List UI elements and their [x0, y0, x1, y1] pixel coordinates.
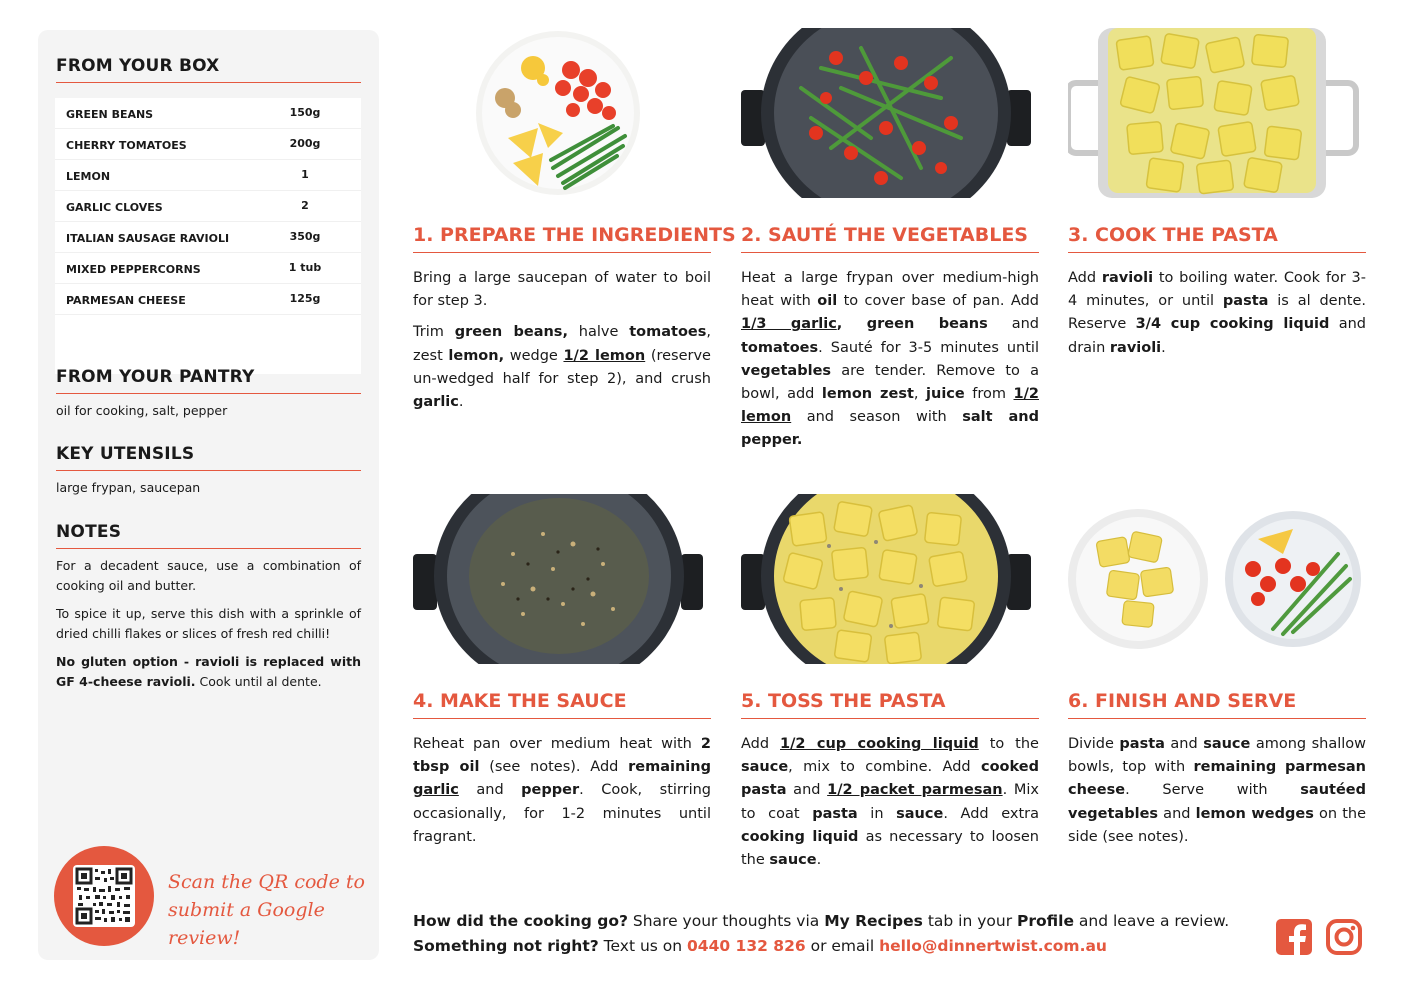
table-row	[55, 98, 361, 129]
bold-text: remaining parmesan cheese	[1068, 759, 1366, 799]
text: Heat a large frypan over medium-high heat with	[741, 270, 1039, 310]
utensils-text: large frypan, saucepan	[56, 480, 201, 495]
text: ,	[913, 386, 927, 403]
step-3-image	[1068, 28, 1366, 198]
note-3-rest: Cook until al dente.	[195, 674, 322, 689]
text: on the side (see notes).	[1068, 805, 1367, 845]
bold-text: vegetables	[741, 362, 832, 379]
ingredient-name: GARLIC CLOVES	[66, 201, 163, 214]
bold-text: tomatoes	[629, 324, 707, 341]
underlined-text: 1/2 lemon	[741, 386, 1039, 426]
ingredient-qty: 2	[301, 199, 309, 212]
table-row	[55, 191, 361, 222]
ingredient-qty: 200g	[289, 137, 321, 150]
footer-question: How did the cooking go?	[413, 912, 628, 930]
step-4-image	[413, 494, 711, 664]
text: halve	[567, 324, 630, 341]
bold-text: salt and pepper.	[741, 409, 1039, 449]
text: and	[458, 782, 522, 799]
text: from	[964, 386, 1014, 403]
bold-text: garlic	[413, 394, 459, 411]
text: Trim	[413, 324, 455, 341]
bold-text: green beans,	[454, 324, 568, 341]
note-3-bold: No gluten option - ravioli is replaced with GF 4-cheese ravioli.	[56, 654, 361, 689]
bold-text: 3/4 cup cooking liquid	[1135, 316, 1330, 333]
step-4-body	[413, 733, 711, 857]
bold-text: tomatoes	[741, 339, 819, 356]
text: .	[1161, 339, 1166, 356]
text: to cover base of pan. Add	[837, 293, 1039, 310]
bold-text: pasta	[812, 805, 858, 822]
bold-text: sautéed vegetables	[1068, 782, 1366, 822]
step-2-body	[741, 267, 1039, 461]
bold-text: pepper	[521, 782, 580, 799]
bold-text: remaining	[628, 759, 711, 776]
text: and	[1158, 805, 1196, 822]
text: wedge	[504, 347, 564, 364]
facebook-icon[interactable]	[1275, 918, 1313, 956]
instagram-icon[interactable]	[1325, 918, 1363, 956]
ingredient-qty: 1	[301, 168, 309, 181]
text: . Sauté for 3-5 minutes until	[818, 339, 1039, 356]
underlined-text: 1/2 packet parmesan	[827, 782, 1003, 799]
text: are tender. Remove to a bowl, add	[741, 362, 1039, 403]
ingredient-name: MIXED PEPPERCORNS	[66, 263, 201, 276]
text: Divide	[1068, 736, 1120, 752]
step-5-body	[741, 733, 1039, 880]
qr-caption-line-2: submit a Google review!	[168, 899, 325, 949]
bold-text: pasta	[1222, 293, 1269, 310]
text: , mix to combine. Add	[788, 759, 981, 776]
step-3-title: 3. COOK THE PASTA	[1068, 224, 1366, 253]
step-1-title: 1. PREPARE THE INGREDIENTS	[413, 224, 711, 253]
bold-text: lemon zest	[821, 386, 914, 403]
pantry-text: oil for cooking, salt, pepper	[56, 403, 228, 418]
from-box-heading: FROM YOUR BOX	[56, 56, 361, 83]
text: is al dente. Reserve	[1068, 293, 1367, 333]
text: .	[816, 852, 822, 869]
step-3-para	[1068, 267, 1366, 360]
profile-link[interactable]: Profile	[1017, 912, 1074, 930]
underlined-text: 1/2 lemon	[563, 347, 646, 364]
text: in	[857, 805, 897, 822]
note-1: For a decadent sauce, use a combination of cooking oil and butter.	[56, 558, 361, 593]
ingredient-name: CHERRY TOMATOES	[66, 139, 187, 152]
bold-text: oil	[817, 293, 838, 310]
underlined-text: garlic	[413, 782, 459, 799]
table-row	[55, 284, 361, 315]
text: and	[987, 316, 1040, 333]
bold-text: sauce	[769, 852, 817, 869]
ingredient-qty: 350g	[289, 230, 321, 243]
ingredient-qty: 125g	[289, 292, 321, 305]
bold-text: lemon wedges	[1195, 805, 1314, 822]
phone-link[interactable]: 0440 132 826	[687, 937, 806, 955]
bold-text: ravioli	[1109, 339, 1162, 356]
qr-caption-line-1: Scan the QR code to	[168, 871, 365, 893]
step-6-image	[1068, 494, 1366, 664]
text: (reserve un-wedged half for step 2), and crush	[413, 347, 711, 387]
text: Add	[1068, 270, 1102, 286]
ingredient-qty: 1 tub	[288, 261, 322, 274]
note-3	[56, 652, 361, 692]
step-5-image	[741, 494, 1039, 664]
footer-line-1	[413, 909, 1229, 934]
bold-text: lemon,	[448, 347, 505, 364]
text: (see notes). Add	[479, 759, 629, 776]
ingredient-name: LEMON	[66, 170, 111, 183]
pantry-heading: FROM YOUR PANTRY	[56, 367, 361, 394]
text: Share your thoughts via	[627, 912, 825, 930]
bold-text: cooked pasta	[741, 759, 1039, 799]
ingredient-name: PARMESAN CHEESE	[66, 294, 186, 307]
bold-text: sauce	[896, 805, 944, 822]
ingredient-qty: 150g	[289, 106, 321, 119]
qr-badge[interactable]	[54, 846, 154, 946]
text: . Cook, stirring occasionally, for 1-2 minutes until fragrant.	[413, 782, 712, 845]
underlined-text: 1/2 cup cooking liquid	[780, 736, 979, 752]
bold-text: ,	[836, 316, 867, 333]
text: to boiling water. Cook for 3-4 minutes, or until	[1068, 270, 1366, 310]
footer	[413, 909, 1229, 959]
note-2: To spice it up, serve this dish with a sprinkle of dried chilli flakes or slices of fresh red chilli!	[56, 606, 361, 641]
footer-line-2	[413, 934, 1229, 959]
notes-heading: NOTES	[56, 522, 361, 549]
step-2-para	[741, 267, 1039, 453]
text: tab in your	[922, 912, 1018, 930]
step-6-title: 6. FINISH AND SERVE	[1068, 690, 1366, 719]
qr-code-icon[interactable]	[73, 865, 135, 927]
step-2-title: 2. SAUTÉ THE VEGETABLES	[741, 224, 1039, 253]
step-1-para-2	[413, 321, 711, 414]
step-6-body	[1068, 733, 1366, 857]
text: and	[786, 782, 828, 799]
text: to the	[978, 736, 1039, 752]
text: Text us on	[598, 937, 688, 955]
bold-text: pasta	[1119, 736, 1165, 752]
table-row	[55, 222, 361, 253]
bold-text: green beans	[866, 316, 988, 333]
bold-text: sauce	[1203, 736, 1251, 752]
text: or email	[805, 937, 880, 955]
my-recipes-link[interactable]: My Recipes	[824, 912, 923, 930]
step-5-title: 5. TOSS THE PASTA	[741, 690, 1039, 719]
text: and drain	[1068, 316, 1367, 356]
step-4-title: 4. MAKE THE SAUCE	[413, 690, 711, 719]
bold-text: 2 tbsp oil	[413, 736, 711, 776]
step-4-para	[413, 733, 711, 849]
text: as necessary to loosen the	[741, 828, 1039, 869]
footer-question: Something not right?	[413, 937, 599, 955]
text: . Mix to coat	[741, 782, 1040, 822]
ingredient-name: ITALIAN SAUSAGE RAVIOLI	[66, 232, 230, 245]
bold-text: sauce	[741, 759, 789, 776]
bold-text: cooking liquid	[741, 828, 859, 845]
step-2-image	[741, 28, 1039, 198]
step-1-para-1: Bring a large saucepan of water to boil for step 3.	[413, 270, 711, 310]
text: Add	[741, 736, 781, 752]
text: . Add extra	[943, 805, 1039, 822]
table-row	[55, 160, 361, 191]
notes-text	[56, 556, 361, 700]
step-1-image	[413, 28, 711, 198]
email-link[interactable]: hello@dinnertwist.com.au	[879, 937, 1107, 955]
ingredients-table	[55, 98, 361, 374]
sidebar	[38, 30, 379, 960]
table-row	[55, 253, 361, 284]
text: , zest	[413, 324, 712, 364]
text: and season with	[791, 409, 963, 426]
step-1-body	[413, 267, 711, 422]
text: and	[1164, 736, 1204, 752]
text: . Serve with	[1125, 782, 1301, 799]
underlined-text: 1/3 garlic	[741, 316, 837, 333]
step-6-para	[1068, 733, 1366, 849]
text: and leave a review.	[1073, 912, 1230, 930]
qr-caption	[168, 868, 368, 952]
ingredient-name: GREEN BEANS	[66, 108, 154, 121]
step-3-body	[1068, 267, 1366, 368]
step-5-para	[741, 733, 1039, 872]
table-row	[55, 129, 361, 160]
text: .	[458, 394, 464, 411]
text: Reheat pan over medium heat with	[413, 736, 701, 752]
bold-text: ravioli	[1101, 270, 1154, 286]
bold-text: juice	[926, 386, 965, 403]
text: among shallow bowls, top with	[1068, 736, 1367, 776]
utensils-heading: KEY UTENSILS	[56, 444, 361, 471]
